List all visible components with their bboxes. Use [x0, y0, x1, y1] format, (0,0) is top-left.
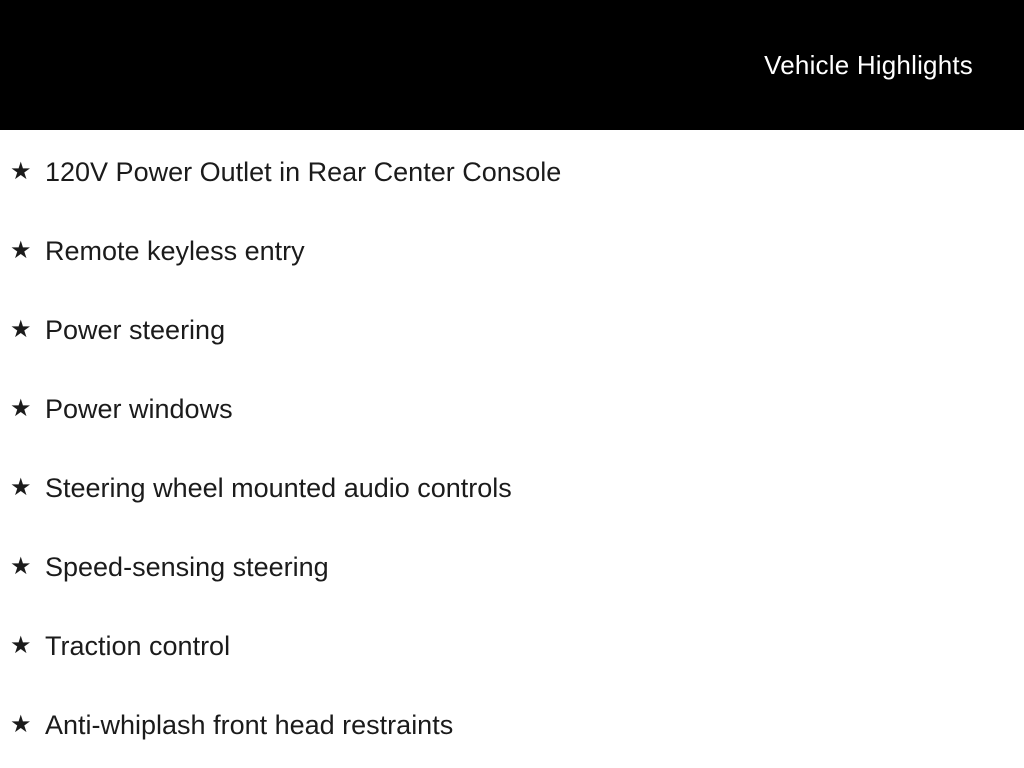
- highlight-item: [0, 607, 1024, 686]
- star-icon: ★: [10, 315, 32, 343]
- highlight-item: [0, 686, 1024, 765]
- highlight-item: [0, 212, 1024, 291]
- star-icon: ★: [10, 473, 32, 501]
- star-icon: ★: [10, 394, 32, 422]
- highlight-item: [0, 291, 1024, 370]
- star-icon: ★: [10, 157, 32, 185]
- highlight-text: Steering wheel mounted audio controls: [45, 473, 512, 503]
- highlight-item: [0, 528, 1024, 607]
- highlight-text: Power steering: [45, 315, 226, 345]
- star-icon: ★: [10, 710, 32, 738]
- star-icon: ★: [10, 631, 32, 659]
- page-title: Vehicle Highlights: [764, 49, 973, 80]
- highlight-item: [0, 449, 1024, 528]
- header-bar: [0, 0, 1024, 130]
- highlight-text: Traction control: [45, 631, 231, 661]
- highlight-text: Power windows: [45, 394, 233, 424]
- highlight-text: Remote keyless entry: [45, 236, 305, 266]
- highlight-item: [0, 133, 1024, 212]
- star-icon: ★: [10, 552, 32, 580]
- highlight-text: Anti-whiplash front head restraints: [45, 710, 454, 740]
- highlight-item: [0, 370, 1024, 449]
- star-icon: ★: [10, 236, 32, 264]
- highlight-text: Speed-sensing steering: [45, 552, 329, 582]
- highlight-text: 120V Power Outlet in Rear Center Console: [45, 157, 562, 187]
- highlights-list: [0, 130, 1024, 765]
